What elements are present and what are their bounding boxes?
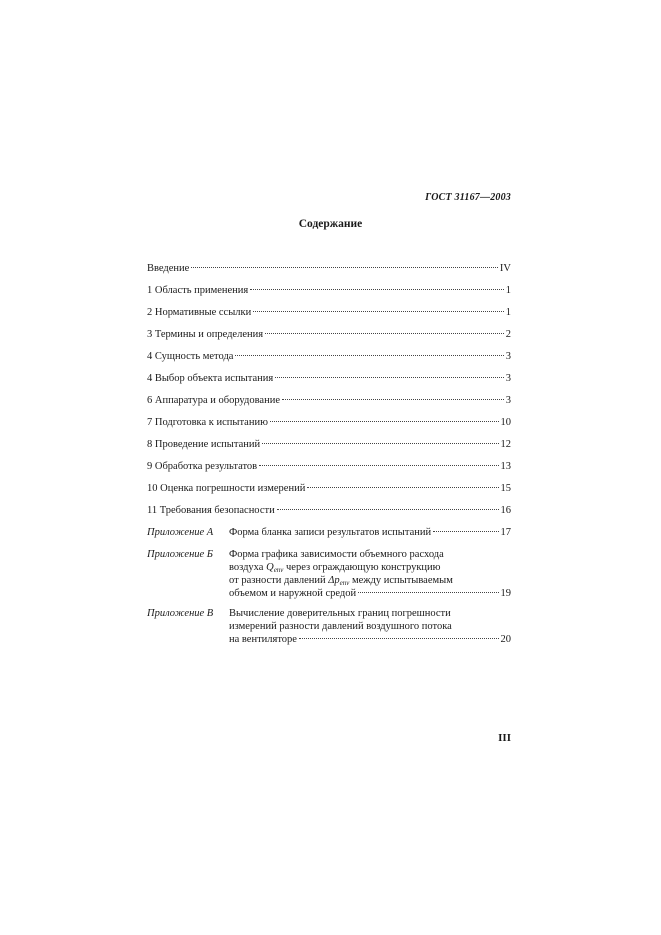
toc-entry [147,350,511,364]
appendix-title-line: воздуха $Q_{env}$ через ограждающую конструкцию [229,562,441,574]
leader-dots [299,638,499,639]
toc-entry-label: 4 Выбор объекта испытания [147,373,274,384]
pressure-difference-symbol: $\Delta p_{env}$ [328,575,350,587]
appendix-label: Приложение А [147,527,214,538]
toc-entry [147,372,511,386]
appendix-page: 20 [500,634,511,645]
toc-entry [147,504,511,518]
toc-entry-page: 1 [505,285,511,296]
appendix-title-line: Форма графика зависимости объемного расхода [229,549,444,560]
leader-dots [235,355,503,356]
toc-entry-page: 2 [505,329,511,340]
leader-dots [191,267,498,268]
leader-dots [277,509,499,510]
toc-entry [147,438,511,452]
leader-dots [307,487,498,488]
leader-dots [282,399,504,400]
toc-entry-page: 3 [505,395,511,406]
leader-dots [259,465,498,466]
toc-entry-page: 16 [500,505,511,516]
toc-entry-label: 6 Аппаратура и оборудование [147,395,280,406]
toc-entry [147,482,511,496]
toc-entry-label: 10 Оценка погрешности измерений [147,483,306,494]
toc-entry [147,328,511,342]
toc-entry-label: 8 Проведение испытаний [147,439,261,450]
page-title: Содержание [298,218,363,230]
appendix-page: 17 [500,527,511,538]
toc-entry-page: 13 [500,461,511,472]
flow-symbol: $Q_{env}$ [266,562,284,574]
leader-dots [275,377,504,378]
toc-entry [147,262,511,276]
leader-dots [433,531,498,532]
leader-dots [265,333,504,334]
toc-entry-page: 3 [505,373,511,384]
appendix-title-line: на вентиляторе [229,634,297,645]
toc-entry-page: 3 [505,351,511,362]
toc-entry-label: 9 Обработка результатов [147,461,258,472]
toc-entry [147,460,511,474]
toc-entry [147,284,511,298]
leader-dots [253,311,504,312]
toc-entry-label: 7 Подготовка к испытанию [147,417,268,428]
toc-entry-page: 15 [500,483,511,494]
leader-dots [270,421,499,422]
toc-entry-page: 12 [500,439,511,450]
toc-entry-label: 4 Сущность метода [147,351,234,362]
leader-dots [250,289,504,290]
appendix-label: Приложение Б [147,549,214,560]
toc-entry-label: Введение [147,263,190,274]
toc-entry [147,394,511,408]
toc-entry [147,306,511,320]
toc-entry-label: 1 Область применения [147,285,249,296]
leader-dots [262,443,498,444]
toc-entry-label: 2 Нормативные ссылки [147,307,252,318]
appendix-title-line: объемом и наружной средой [229,588,357,599]
toc-entry-page: 10 [500,417,511,428]
page-number: III [498,732,511,744]
appendix-title-line: измерений разности давлений воздушного потока [229,621,452,632]
appendix-page: 19 [500,588,511,599]
toc-entry-label: 3 Термины и определения [147,329,264,340]
toc-entry [147,416,511,430]
toc-entry-page: 1 [505,307,511,318]
appendix-title-line: Вычисление доверительных границ погрешности [229,608,451,619]
appendix-title-line: от разности давлений $\Delta p_{env}$ между испытываемым [229,575,453,587]
leader-dots [358,592,498,593]
toc-entry-label: 11 Требования безопасности [147,505,275,516]
standard-header: ГОСТ 31167—2003 [425,192,511,203]
appendix-title-line: Форма бланка записи результатов испытаний [229,527,432,538]
appendix-label: Приложение В [147,608,214,619]
toc-entry-page: IV [499,263,511,274]
